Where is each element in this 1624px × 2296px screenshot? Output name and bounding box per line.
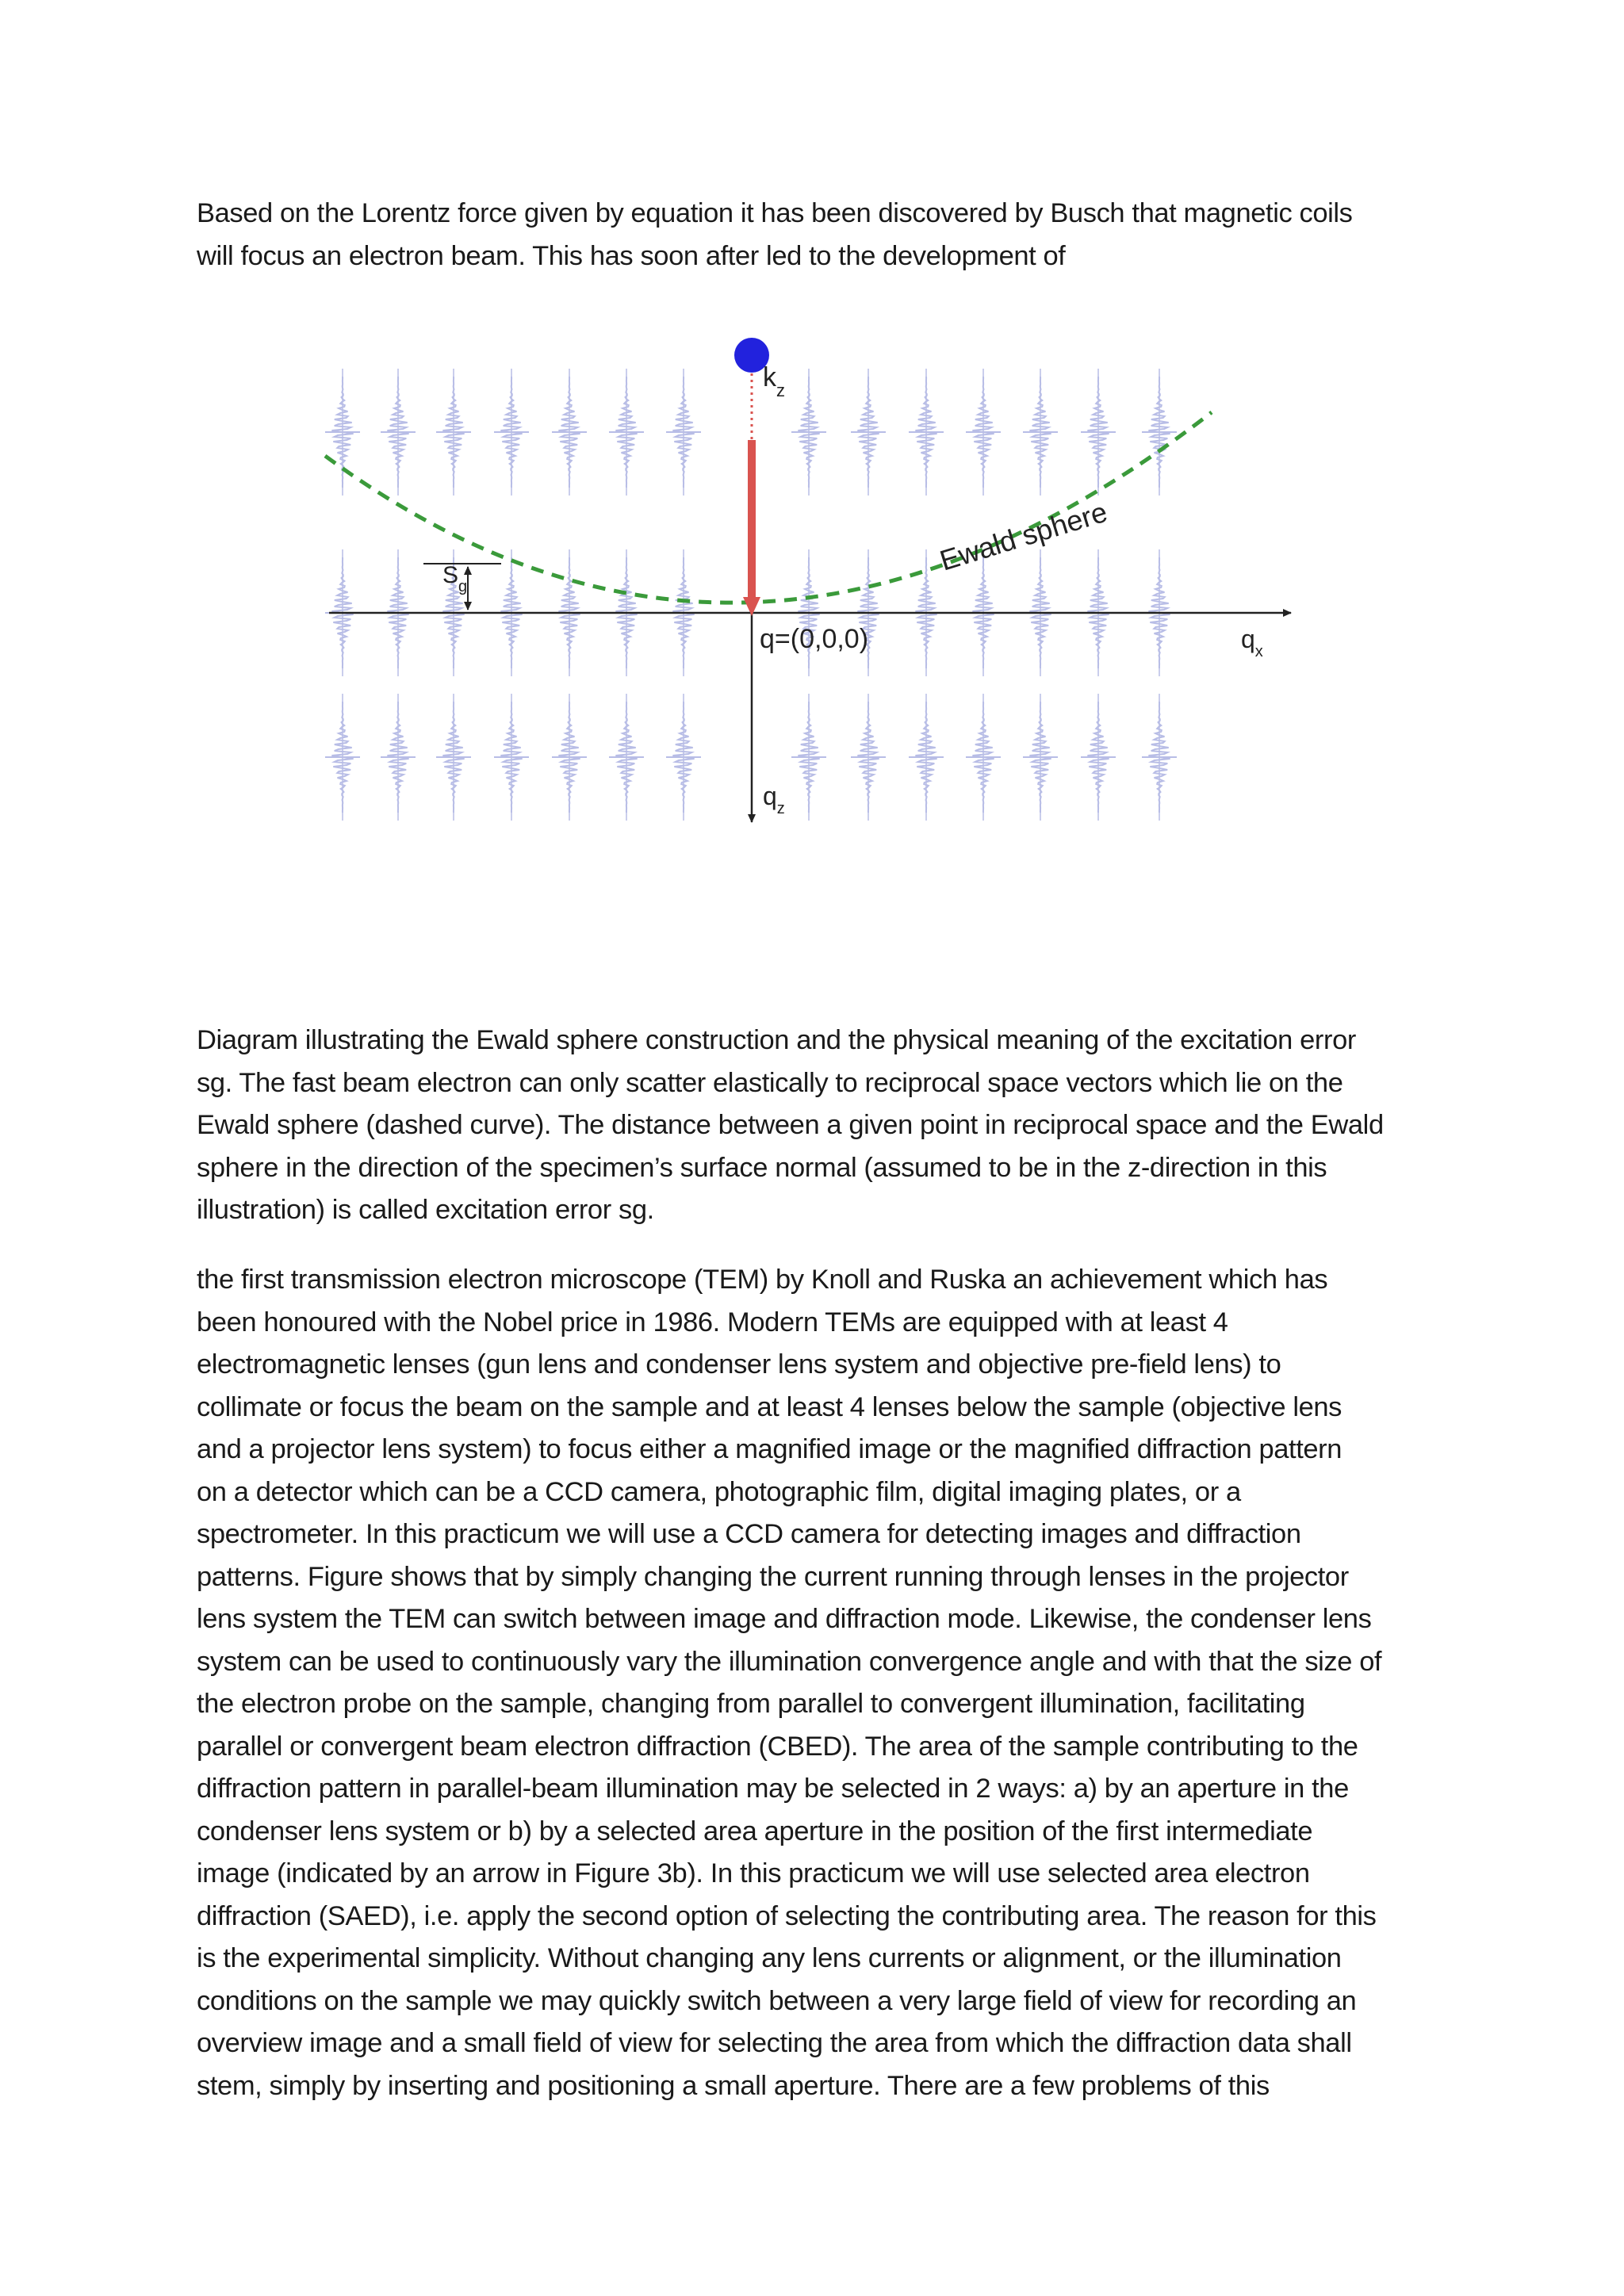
text-line: been honoured with the Nobel price in 1986. Modern TEMs are equipped with at least 4 <box>197 1307 1228 1337</box>
text-line: patterns. Figure shows that by simply changing the current running through lenses in the projector <box>197 1561 1349 1592</box>
text-line: system can be used to continuously vary the illumination convergence angle and with that the size of <box>197 1646 1382 1677</box>
text-line: condenser lens system or b) by a selected area aperture in the position of the first intermediate <box>197 1816 1313 1846</box>
text-line: and a projector lens system) to focus either a magnified image or the magnified diffraction pattern <box>197 1434 1342 1464</box>
text-line: the electron probe on the sample, changing from parallel to convergent illumination, facilitating <box>197 1689 1305 1719</box>
text-line: diffraction (SAED), i.e. apply the second option of selecting the contributing area. The reason for this <box>197 1900 1377 1931</box>
text-line: stem, simply by inserting and positioning a small aperture. There are a few problems of this <box>197 2070 1270 2101</box>
body-paragraph <box>197 1259 1450 2107</box>
text-line: diffraction pattern in parallel-beam illumination may be selected in 2 ways: a) by an aperture in the <box>197 1774 1349 1804</box>
text-line: on a detector which can be a CCD camera, photographic film, digital imaging plates, or a <box>197 1476 1241 1507</box>
text-line: lens system the TEM can switch between image and diffraction mode. Likewise, the condenser lens <box>197 1604 1372 1634</box>
text-line: Diagram illustrating the Ewald sphere construction and the physical meaning of the excitation error <box>197 1025 1356 1055</box>
text-line: the first transmission electron microscope (TEM) by Knoll and Ruska an achievement which has <box>197 1265 1328 1295</box>
qz-label: $q_z$ <box>763 782 785 817</box>
text-line: sg. The fast beam electron can only scatter elastically to reciprocal space vectors which lie on the <box>197 1067 1343 1098</box>
text-line: will focus an electron beam. This has soon after led to the development of <box>197 240 1066 271</box>
ewald-sphere-figure <box>317 329 1308 836</box>
text-line: illustration) is called excitation error sg. <box>197 1195 654 1225</box>
text-line: conditions on the sample we may quickly switch between a very large field of view for recording an <box>197 1985 1357 2016</box>
ewald-sphere-label: Ewald sphere <box>936 495 1111 577</box>
text-line: overview image and a small field of view for selecting the area from which the diffraction data shall <box>197 2028 1352 2058</box>
intro-paragraph <box>197 193 1450 277</box>
figure-caption <box>197 1020 1450 1232</box>
text-line: Based on the Lorentz force given by equation it has been discovered by Busch that magnetic coils <box>197 198 1353 228</box>
sg-label: $S_g$ <box>442 562 468 595</box>
text-line: parallel or convergent beam electron diffraction (CBED). The area of the sample contributing to the <box>197 1731 1358 1762</box>
kz-label: $k_z$ <box>763 362 785 400</box>
text-line: sphere in the direction of the specimen’s surface normal (assumed to be in the z-direction in this <box>197 1152 1327 1183</box>
ewald-diagram <box>317 329 1308 836</box>
text-line: is the experimental simplicity. Without changing any lens currents or alignment, or the illumination <box>197 1943 1342 1973</box>
text-line: electromagnetic lenses (gun lens and condenser lens system and objective pre-field lens) to <box>197 1349 1281 1380</box>
text-line: collimate or focus the beam on the sample and at least 4 lenses below the sample (objective lens <box>197 1391 1342 1422</box>
origin-label: q=(0,0,0) <box>760 624 869 654</box>
text-line: image (indicated by an arrow in Figure 3b). In this practicum we will use selected area electron <box>197 1858 1310 1888</box>
qx-label: $q_x$ <box>1241 625 1263 660</box>
text-line: Ewald sphere (dashed curve). The distance between a given point in reciprocal space and the Ewald <box>197 1110 1384 1140</box>
text-line: spectrometer. In this practicum we will use a CCD camera for detecting images and diffraction <box>197 1519 1301 1549</box>
